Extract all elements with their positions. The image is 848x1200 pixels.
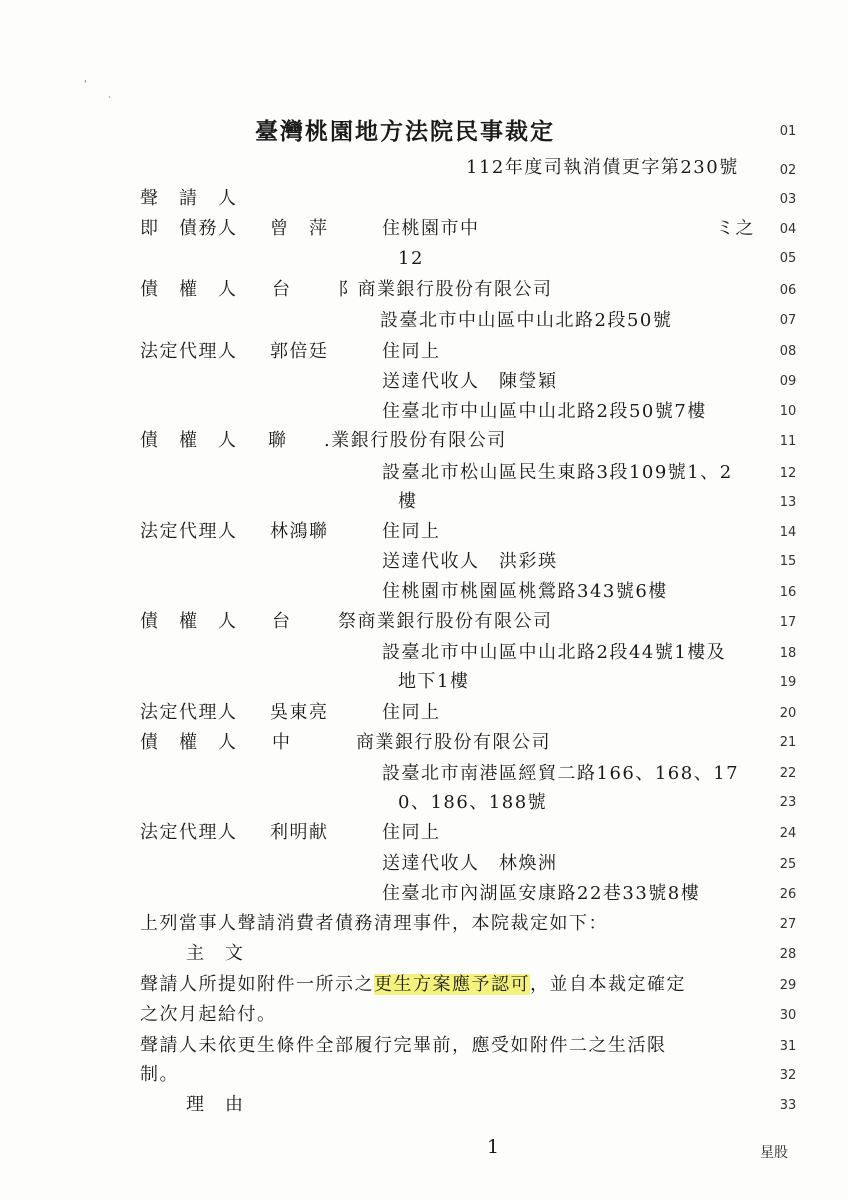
- line-number: 22: [779, 766, 797, 781]
- line-number: 16: [779, 585, 797, 600]
- party-name: 吳東亮: [270, 702, 329, 723]
- party-address: 地下1樓: [398, 671, 470, 692]
- line-number: 11: [779, 434, 797, 449]
- line-number: 06: [779, 283, 797, 298]
- party-role-label: 聲 請 人: [140, 188, 238, 209]
- line-number: 05: [779, 251, 797, 266]
- line-number: 18: [779, 646, 797, 661]
- line-number: 19: [779, 675, 797, 690]
- line-number: 08: [779, 344, 797, 359]
- party-role-label: 債 權 人: [140, 732, 238, 753]
- line-number: 23: [779, 795, 797, 810]
- party-entity: 阝商業銀行股份有限公司: [338, 279, 553, 300]
- line-number: 26: [779, 887, 797, 902]
- party-address: 0、186、188號: [398, 792, 548, 813]
- line-number: 28: [779, 947, 797, 962]
- line-number: 31: [779, 1039, 797, 1054]
- line-number: 29: [779, 978, 797, 993]
- party-address: 設臺北市中山區中山北路2段44號1樓及: [382, 642, 727, 663]
- line-number: 03: [779, 192, 797, 207]
- party-entity: .業銀行股份有限公司: [324, 430, 507, 451]
- party-address: 住同上: [382, 822, 441, 843]
- footer-label: 星股: [760, 1145, 788, 1161]
- line-number: 25: [779, 857, 797, 872]
- party-role-label: 法定代理人: [140, 702, 238, 723]
- party-name: 林鴻聯: [270, 521, 329, 542]
- line-number: 33: [779, 1098, 797, 1113]
- main-heading: 主 文: [186, 943, 245, 964]
- party-address: 送達代收人 陳瑩穎: [382, 371, 558, 392]
- line-number: 14: [779, 525, 797, 540]
- party-role-label: 法定代理人: [140, 521, 238, 542]
- page-number: 1: [487, 1136, 500, 1158]
- party-address: 設臺北市松山區民生東路3段109號1、2: [382, 462, 733, 483]
- party-name: 利明献: [270, 822, 329, 843]
- party-address: 住臺北市中山區中山北路2段50號7樓: [382, 401, 707, 422]
- party-address: 設臺北市南港區經貿二路166、168、17: [382, 763, 740, 784]
- party-name: 聯: [268, 430, 288, 451]
- party-name: 台: [272, 611, 292, 632]
- line-number: 27: [779, 917, 797, 932]
- scan-speck: ˎ: [108, 89, 111, 99]
- line-number: 20: [779, 706, 797, 721]
- party-address: 設臺北市中山區中山北路2段50號: [380, 310, 673, 331]
- party-name: 曾 萍: [270, 218, 329, 239]
- line-number: 04: [779, 222, 797, 237]
- line-number: 01: [779, 124, 797, 139]
- ruling-paragraph-1: 聲請人所提如附件一所示之更生方案應予認可，並自本裁定確定: [140, 974, 686, 995]
- line-number: 15: [779, 554, 797, 569]
- party-address: 住臺北市內湖區安康路22巷33號8樓: [382, 883, 701, 904]
- party-address: 住同上: [382, 702, 441, 723]
- line-number: 30: [779, 1008, 797, 1023]
- party-address: 12: [398, 248, 424, 269]
- party-role-label: 債 權 人: [140, 611, 238, 632]
- line-number: 07: [779, 313, 797, 328]
- line-number: 10: [779, 404, 797, 419]
- line-number: 09: [779, 374, 797, 389]
- line-number: 21: [779, 735, 797, 750]
- party-role-label: 債 權 人: [140, 279, 238, 300]
- line-number: 12: [779, 466, 797, 481]
- party-role-label: 法定代理人: [140, 822, 238, 843]
- case-number: 112年度司執消債更字第230號: [466, 157, 739, 178]
- party-name: 郭倍廷: [270, 341, 329, 362]
- party-address-tail: ミ之: [716, 218, 755, 239]
- reason-heading: 理 由: [186, 1094, 245, 1115]
- party-name: 中: [272, 732, 292, 753]
- highlighted-ruling: 更生方案應予認可: [374, 974, 530, 995]
- ruling-paragraph-1-cont: 之次月起給付。: [140, 1004, 277, 1025]
- party-name: 台: [272, 279, 292, 300]
- party-entity: 祭商業銀行股份有限公司: [338, 611, 553, 632]
- ruling-paragraph-2-cont: 制。: [140, 1064, 179, 1085]
- ruling-paragraph-2: 聲請人未依更生條件全部履行完畢前，應受如附件二之生活限: [140, 1035, 667, 1056]
- document-title: 臺灣桃園地方法院民事裁定: [255, 118, 555, 145]
- party-address: 送達代收人 洪彩瑛: [382, 551, 558, 572]
- party-address: 住桃園市中: [382, 218, 480, 239]
- line-number: 13: [779, 495, 797, 510]
- line-number: 17: [779, 615, 797, 630]
- intro-sentence: 上列當事人聲請消費者債務清理事件，本院裁定如下：: [140, 913, 608, 934]
- party-address: 送達代收人 林煥洲: [382, 853, 558, 874]
- party-address: 樓: [398, 491, 418, 512]
- party-address: 住同上: [382, 521, 441, 542]
- party-role-label: 法定代理人: [140, 341, 238, 362]
- line-number: 24: [779, 826, 797, 841]
- party-role-label: 即 債務人: [140, 218, 238, 239]
- party-address: 住同上: [382, 341, 441, 362]
- party-address: 住桃園市桃園區桃鶯路343號6樓: [382, 581, 668, 602]
- line-number: 02: [779, 163, 797, 178]
- line-number: 32: [779, 1068, 797, 1083]
- party-entity: 商業銀行股份有限公司: [356, 732, 551, 753]
- party-role-label: 債 權 人: [140, 430, 238, 451]
- scan-speck: ': [84, 80, 87, 90]
